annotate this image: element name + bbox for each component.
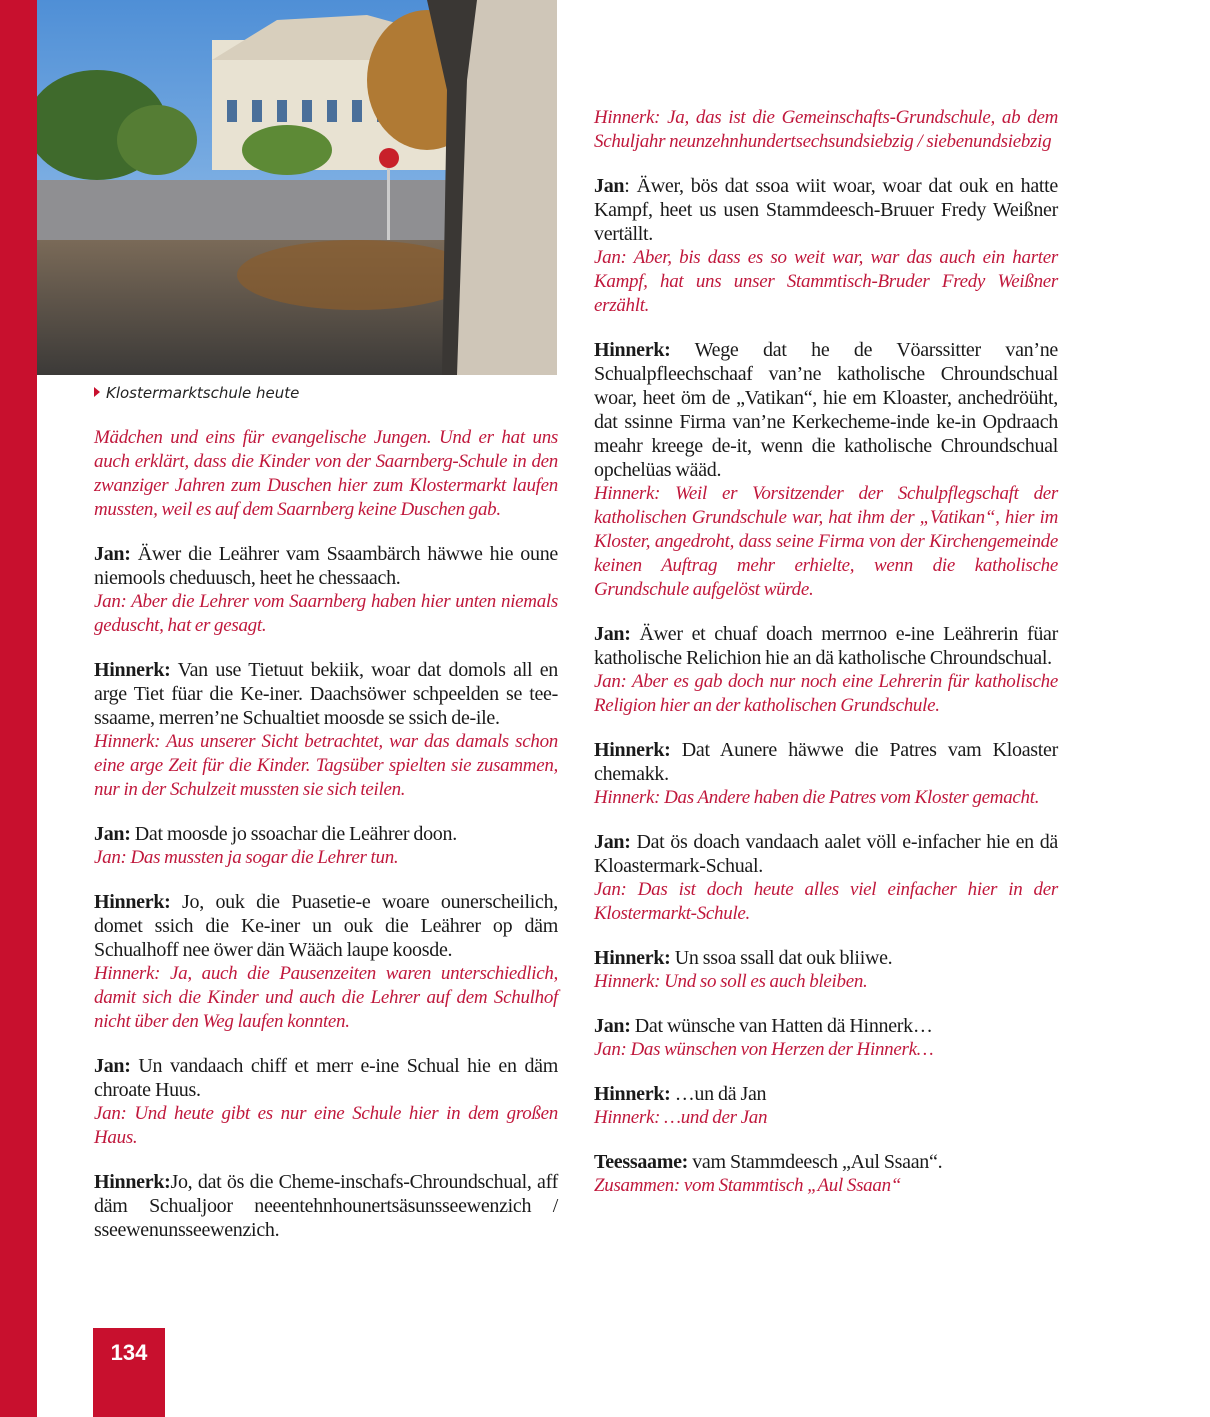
photo-caption — [94, 384, 299, 402]
speaker: Jan: — [594, 831, 631, 853]
dialect-text: Äwer die Leährer vam Ssaambärch häwwe hie oune niemools cheduusch, heet he chessaach. — [94, 543, 558, 589]
dialogue-entry — [594, 338, 1058, 602]
speaker: Jan: — [94, 823, 131, 845]
speaker: Jan: — [94, 1055, 131, 1077]
dialogue-entry — [94, 1054, 558, 1150]
dialogue-entry — [94, 542, 558, 638]
speaker: Hinnerk: — [94, 891, 171, 913]
dialogue-entry — [594, 106, 1058, 154]
speaker: Hinnerk: — [594, 739, 671, 761]
speaker: Hinnerk: — [594, 1083, 671, 1105]
translation: Hinnerk: …und der Jan — [594, 1107, 768, 1128]
speaker: Teessaame: — [594, 1151, 689, 1173]
translation: Jan: Aber es gab doch nur noch eine Lehrerin für katholische Religion hier an der katholischen Grundschule. — [594, 671, 1058, 716]
dialect-text: vam Stammdeesch „Aul Ssaan“. — [688, 1151, 943, 1173]
dialect-text: : Äwer, bös dat ssoa wiit woar, woar dat ouk en hatte Kampf, heet us usen Stammdeesch-Bruuer Fredy Weißner vertällt. — [594, 175, 1058, 245]
dialect-text: Dat ös doach vandaach aalet völl e-infacher hie en dä Kloastermark-Schual. — [594, 831, 1058, 877]
dialogue-entry — [594, 946, 1058, 994]
translation: Jan: Aber die Lehrer vom Saarnberg haben hier unten niemals geduscht, hat er gesagt. — [94, 591, 558, 636]
translation: Mädchen und eins für evangelische Jungen. Und er hat uns auch erklärt, dass die Kinder von der Saarnberg-Schule in den zwanziger Jahren zum Duschen hier zum Klostermarkt laufen mussten, weil es auf dem Saarnberg keine Duschen gab. — [94, 427, 558, 520]
caption-triangle-icon — [94, 387, 100, 397]
klostermarktschule-image — [37, 0, 557, 375]
dialect-text: Jo, ouk die Puasetie-e woare ounerscheilich, domet ssich die Ke-iner un ouk die Leährer op däm Schualhoff nee öwer dän Wääch laupe koosde. — [94, 891, 558, 961]
translation: Hinnerk: Aus unserer Sicht betrachtet, war das damals schon eine arge Zeit für die Kinder. Tagsüber spielten sie zusammen, nur in der Schulzeit mussten sie sich teilen. — [94, 731, 558, 800]
translation: Hinnerk: Das Andere haben die Patres vom Kloster gemacht. — [594, 787, 1040, 808]
dialogue-entry — [594, 738, 1058, 810]
translation: Hinnerk: Weil er Vorsitzender der Schulpflegschaft der katholischen Grundschule war, hat ihm der „Vatikan“, hier im Kloster, angedroht, dass seine Firma von der Kirchengemeinde keinen Auftrag mehr erhielte, wenn die katholische Grundschule aufgelöst würde. — [594, 483, 1058, 600]
dialect-text: Äwer et chuaf doach merrnoo e-ine Leährerin füar katholische Relichion hie an dä katholische Chroundschual. — [594, 623, 1058, 669]
translation: Hinnerk: Ja, auch die Pausenzeiten waren unterschiedlich, damit sich die Kinder und auch die Lehrer auf dem Schulhof nicht über den Weg laufen konnten. — [94, 963, 558, 1032]
dialect-text: Un vandaach chiff et merr e-ine Schual hie en däm chroate Huus. — [94, 1055, 558, 1101]
translation: Jan: Aber, bis dass es so weit war, war das auch ein harter Kampf, hat uns unser Stammtisch-Bruder Fredy Weißner erzählt. — [594, 247, 1058, 316]
dialect-text: Dat wünsche van Hatten dä Hinnerk… — [630, 1015, 933, 1037]
translation: Zusammen: vom Stammtisch „Aul Ssaan“ — [594, 1175, 902, 1196]
dialect-text: …un dä Jan — [670, 1083, 767, 1105]
dialogue-entry — [94, 658, 558, 802]
left-text-column — [94, 426, 558, 1262]
red-margin-bar — [0, 0, 37, 1417]
dialogue-entry — [94, 822, 558, 870]
dialogue-entry — [594, 1150, 1058, 1198]
speaker: Hinnerk: — [594, 947, 671, 969]
speaker: Hinnerk: — [94, 1171, 171, 1193]
speaker: Jan: — [94, 543, 131, 565]
page-number: 134 — [93, 1328, 165, 1417]
speaker: Jan — [594, 175, 625, 197]
school-photo — [37, 0, 557, 375]
speaker: Hinnerk: — [94, 659, 171, 681]
dialogue-entry — [94, 1170, 558, 1242]
speaker: Hinnerk: — [594, 339, 671, 361]
dialogue-entry — [594, 830, 1058, 926]
dialogue-entry — [594, 1082, 1058, 1130]
translation: Jan: Und heute gibt es nur eine Schule hier in dem großen Haus. — [94, 1103, 558, 1148]
speaker: Jan: — [594, 1015, 631, 1037]
dialect-text: Van use Tietuut bekiik, woar dat domols all en arge Tiet füar die Ke-iner. Daachsöwer schpeelden se tee-ssaame, merren’ne Schualtiet moosde se ssich de-ile. — [94, 659, 558, 729]
translation: Hinnerk: Ja, das ist die Gemeinschafts-Grundschule, ab dem Schuljahr neunzehnhundertsechsundsiebzig / siebenundsiebzig — [594, 107, 1058, 152]
dialogue-entry — [94, 890, 558, 1034]
dialect-text: Dat moosde jo ssoachar die Leährer doon. — [130, 823, 457, 845]
translation: Jan: Das ist doch heute alles viel einfacher hier in der Klostermarkt-Schule. — [594, 879, 1058, 924]
translation: Hinnerk: Und so soll es auch bleiben. — [594, 971, 868, 992]
translation: Jan: Das mussten ja sogar die Lehrer tun. — [94, 847, 399, 868]
right-text-column — [594, 106, 1058, 1218]
dialogue-entry — [94, 426, 558, 522]
speaker: Jan: — [594, 623, 631, 645]
dialogue-entry — [594, 1014, 1058, 1062]
translation: Jan: Das wünschen von Herzen der Hinnerk… — [594, 1039, 934, 1060]
dialogue-entry — [594, 622, 1058, 718]
dialect-text: Un ssoa ssall dat ouk bliiwe. — [670, 947, 893, 969]
dialect-text: Jo, dat ös die Cheme-inschafs-Chroundschual, aff däm Schualjoor neeentehnhounertsäsunsseewenzich / sseewenunsseewenzich. — [94, 1171, 558, 1241]
dialogue-entry — [594, 174, 1058, 318]
caption-text: Klostermarktschule heute — [106, 384, 300, 402]
dialect-text: Dat Aunere häwwe die Patres vam Kloaster chemakk. — [594, 739, 1058, 785]
dialect-text: Wege dat he de Vöarssitter van’ne Schualpfleechschaaf van’ne katholische Chroundschual woar, heet öm de „Vatikan“, hie em Kloaster, anchedröüht, dat ssinne Firma van’ne Kerkecheme-inde ke-in Opdraach meahr kreege de-it, wenn die katholische Chroundschual opchelüas wääd. — [594, 339, 1058, 481]
